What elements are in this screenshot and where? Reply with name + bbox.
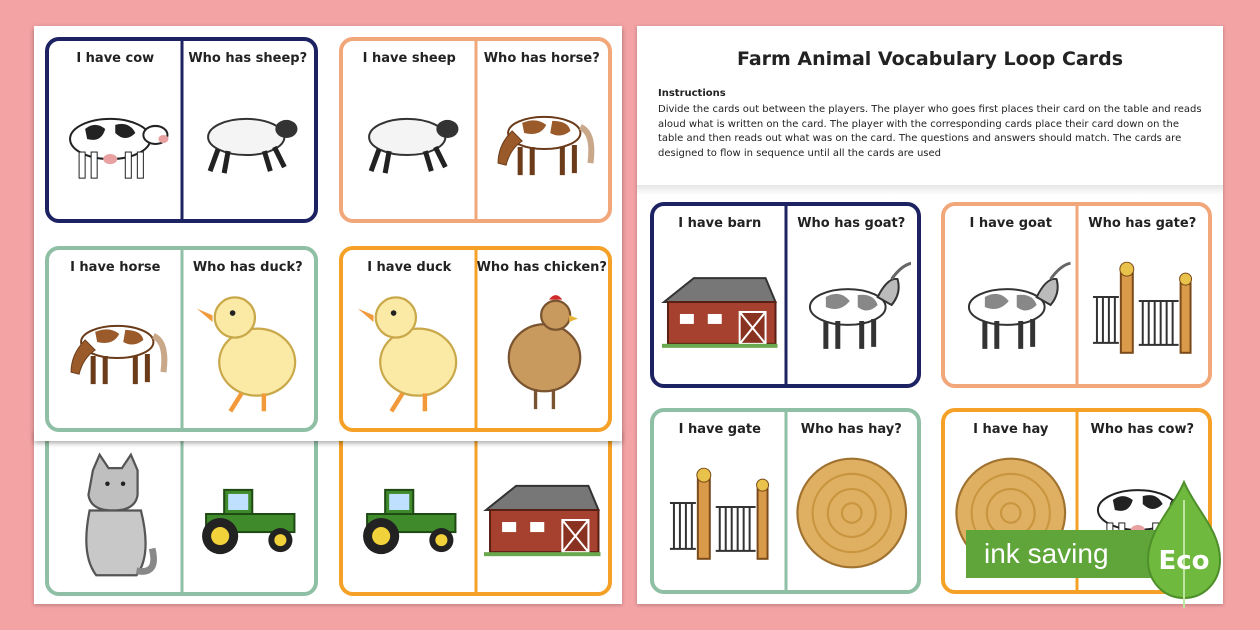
sheep-icon: [349, 75, 470, 209]
horse-icon: [55, 284, 176, 418]
hay-icon: [792, 446, 912, 580]
duck-icon: [188, 284, 309, 418]
card-right-half: [786, 412, 918, 590]
card-left-half: [343, 250, 476, 428]
card-left-label: I have hay: [973, 422, 1049, 437]
page-title: Farm Animal Vocabulary Loop Cards: [736, 48, 1124, 70]
card-right-half: [182, 41, 315, 219]
barn-icon: [660, 240, 780, 374]
card-left-half: [945, 206, 1077, 384]
card-right-label: Who has hay?: [800, 422, 902, 437]
loop-card: [941, 202, 1212, 388]
gate-icon: [660, 446, 780, 580]
goat-icon: [951, 240, 1071, 374]
card-left-half: [654, 206, 786, 384]
sheep-icon: [188, 75, 309, 209]
eco-label: Eco: [1158, 546, 1210, 576]
card-right-label: Who has sheep?: [188, 51, 308, 66]
card-left-label: I have duck: [367, 260, 452, 275]
card-left-half: [343, 41, 476, 219]
instructions-text: Divide the cards out between the players. The player who goes first places their card on the table and reads aloud what is written on the card. The player with the corresponding cards place their card down on the table and then reads out what was on the card. The questions and answers should match. The cards are designed to flow in sequence until all the cards are used: [658, 104, 1202, 159]
card-left-label: I have goat: [969, 216, 1052, 231]
loop-card: [650, 408, 921, 594]
card-left-label: I have cow: [76, 51, 155, 66]
card-left-label: I have horse: [70, 260, 161, 275]
leaf-drop-icon: [1144, 480, 1224, 610]
gate-icon: [1083, 240, 1203, 374]
loop-card: [45, 37, 318, 223]
card-right-label: Who has horse?: [483, 51, 600, 66]
card-right-label: Who has duck?: [192, 260, 303, 275]
card-right-label: Who has chicken?: [476, 260, 607, 275]
horse-icon: [482, 75, 603, 209]
card-right-label: Who has goat?: [797, 216, 906, 231]
card-left-half: [654, 412, 786, 590]
right-sheet-divider: [637, 185, 1223, 195]
card-right-half: [476, 250, 609, 428]
loop-card: [45, 246, 318, 432]
card-right-label: Who has cow?: [1090, 422, 1195, 437]
card-left-label: I have gate: [678, 422, 761, 437]
chicken-icon: [482, 284, 603, 418]
loop-card: [650, 202, 921, 388]
cat-icon: [55, 448, 176, 582]
ink-saving-badge: [966, 480, 1246, 610]
card-left-label: I have barn: [678, 216, 762, 231]
card-right-label: Who has gate?: [1088, 216, 1197, 231]
loop-card: [339, 37, 612, 223]
cow-icon: [55, 75, 176, 209]
card-right-half: [182, 250, 315, 428]
card-left-half: [49, 41, 182, 219]
tractor-icon: [349, 448, 470, 582]
barn-icon: [482, 448, 603, 582]
badge-text: ink saving: [984, 538, 1109, 569]
card-right-half: [1077, 206, 1209, 384]
tractor-icon: [188, 448, 309, 582]
duck-icon: [349, 284, 470, 418]
goat-icon: [792, 240, 912, 374]
card-left-label: I have sheep: [362, 51, 456, 66]
card-left-half: [49, 250, 182, 428]
card-right-half: [786, 206, 918, 384]
card-right-half: [476, 41, 609, 219]
instructions-heading: Instructions: [658, 88, 726, 99]
loop-card: [339, 246, 612, 432]
